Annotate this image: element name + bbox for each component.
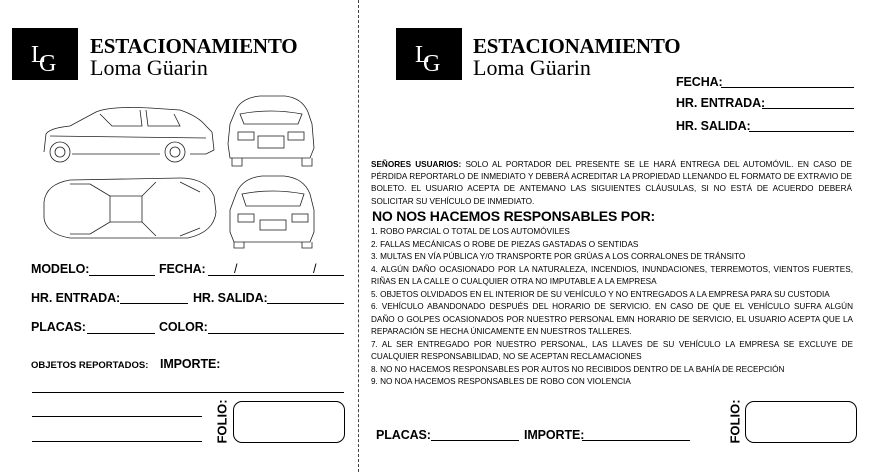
placas-field[interactable]	[431, 440, 519, 441]
list-item: 1. ROBO PARCIAL O TOTAL DE LOS AUTOMÓVILES	[371, 227, 570, 236]
date-separator: /	[313, 262, 317, 276]
brand-name	[473, 36, 680, 79]
objetos-line[interactable]	[32, 416, 202, 417]
folio-box[interactable]	[745, 401, 857, 443]
objetos-line[interactable]	[32, 392, 344, 393]
notice-title: SEÑORES USUARIOS:	[371, 160, 462, 169]
placas-label: PLACAS:	[376, 428, 431, 442]
objetos-line[interactable]	[32, 441, 202, 442]
placas-label: PLACAS:	[31, 320, 86, 334]
logo-letter-g: G	[39, 51, 57, 77]
list-item: 8. NO NO HACEMOS RESPONSABLES POR AUTOS NO RECIBIDOS DENTRO DE LA BAHÍA DE RECEPCIÓN	[371, 364, 785, 374]
notice-text: SOLO AL PORTADOR DEL PRESENTE SE LE HARÁ ENTREGA DEL AUTOMÓVIL. EN CASO DE PÉRDIDA REPORTARLO DE INMEDIATO Y DEBERÁ ACREDITAR LA PROPIEDAD LLENANDO EL FORMATO DE EXTRAVIO DE BOLETO. EL USUARIO ACEPTA DE ANTEMANO LAS SIGUIENTES CLÁUSULAS, SI NO ESTÁ DE ACUERDO DEBERÁ SOLICITAR SU VEHÍCULO DE INMEDIATO.	[371, 160, 852, 206]
importe-label: IMPORTE:	[160, 357, 221, 371]
brand-title: ESTACIONAMIENTO	[90, 34, 298, 58]
list-item: 4. ALGÚN DAÑO OCASIONADO POR LA NATURALEZA, INCENDIOS, INUNDACIONES, TERREMOTOS, VIENTOS FUERTES, RIÑAS EN LA CALLE O CUALQUIER OTRA NO IMPUTABLE A LA EMPRESA	[371, 264, 853, 286]
fecha-label: FECHA:	[159, 262, 206, 276]
hr-entrada-label: HR. ENTRADA:	[676, 96, 766, 110]
logo-letter-g: G	[423, 51, 441, 77]
list-item: 5. OBJETOS OLVIDADOS EN EL INTERIOR DE SU VEHÍCULO Y NO ENTREGADOS A LA EMPRESA PARA SU CUSTODIA	[371, 289, 830, 299]
modelo-field[interactable]	[89, 275, 155, 276]
list-item: 9. NO NOA HACEMOS RESPONSABLES DE ROBO CON VIOLENCIA	[371, 377, 631, 386]
perforation-divider	[358, 0, 359, 472]
brand-logo	[396, 28, 462, 80]
responsibility-list	[371, 226, 853, 389]
hr-salida-label: HR. SALIDA:	[193, 291, 268, 305]
responsibility-heading: NO NOS HACEMOS RESPONSABLES POR:	[372, 208, 655, 224]
car-front-view-icon	[228, 96, 314, 166]
hr-entrada-label: HR. ENTRADA:	[31, 291, 121, 305]
importe-label: IMPORTE:	[524, 428, 585, 442]
list-item: 7. AL SER ENTREGADO POR NUESTRO PERSONAL, LAS LLAVES DE SU VEHÍCULO LA EMPRESA SE EXCLUYE DE CUALQUIER RESPONSABILIDAD, NO SE ACEPTAN RECLAMACIONES	[371, 339, 853, 361]
fecha-label: FECHA:	[676, 75, 723, 89]
hr-salida-field[interactable]	[749, 131, 854, 132]
color-field[interactable]	[208, 333, 344, 334]
folio-label: FOLIO:	[727, 399, 743, 444]
hr-salida-field[interactable]	[267, 303, 344, 304]
fecha-field[interactable]	[208, 275, 344, 276]
placas-field[interactable]	[87, 333, 155, 334]
usuarios-notice	[371, 159, 852, 208]
car-damage-diagram[interactable]	[30, 92, 330, 252]
list-item: 2. FALLAS MECÁNICAS O ROBE DE PIEZAS GASTADAS O SENTIDAS	[371, 239, 639, 249]
brand-title: ESTACIONAMIENTO	[473, 34, 681, 58]
brand-logo	[12, 28, 78, 80]
hr-entrada-field[interactable]	[120, 303, 188, 304]
logo-letter-l: L	[415, 42, 430, 68]
date-separator: /	[234, 262, 238, 276]
list-item: 6. VEHÍCULO ABANDONADO DESPUÉS DEL HORARIO DE SERVICIO. EN CASO DE QUE EL VEHÍCULO SUFRA ALGÚN DAÑO O GOLPES OCASIONADOS POR NUESTRO PERSONAL EMN HORARIO DE SERVICIO, EL USUARIO ACEPTA QUE LA REPARACIÓN SE HECHA ÚNICAMENTE EN NUESTROS TALLERES.	[371, 302, 853, 336]
folio-box[interactable]	[233, 401, 345, 443]
importe-field[interactable]	[582, 440, 690, 441]
car-side-view-icon	[44, 108, 214, 163]
car-rear-view-icon	[230, 176, 314, 248]
hr-entrada-field[interactable]	[762, 108, 854, 109]
modelo-label: MODELO:	[31, 262, 90, 276]
brand-name	[90, 36, 297, 79]
brand-subtitle: Loma Güarin	[473, 55, 591, 80]
logo-letter-l: L	[31, 42, 46, 68]
folio-label: FOLIO:	[214, 399, 230, 444]
color-label: COLOR:	[159, 320, 208, 334]
objetos-reportados-label: OBJETOS REPORTADOS:	[31, 360, 149, 371]
car-top-view-icon	[44, 178, 216, 238]
fecha-field[interactable]	[721, 87, 854, 88]
brand-subtitle: Loma Güarin	[90, 55, 208, 80]
hr-salida-label: HR. SALIDA:	[676, 119, 751, 133]
list-item: 3. MULTAS EN VÍA PÚBLICA Y/O TRANSPORTE POR GRÚAS A LOS CORRALONES DE TRÁNSITO	[371, 252, 746, 261]
